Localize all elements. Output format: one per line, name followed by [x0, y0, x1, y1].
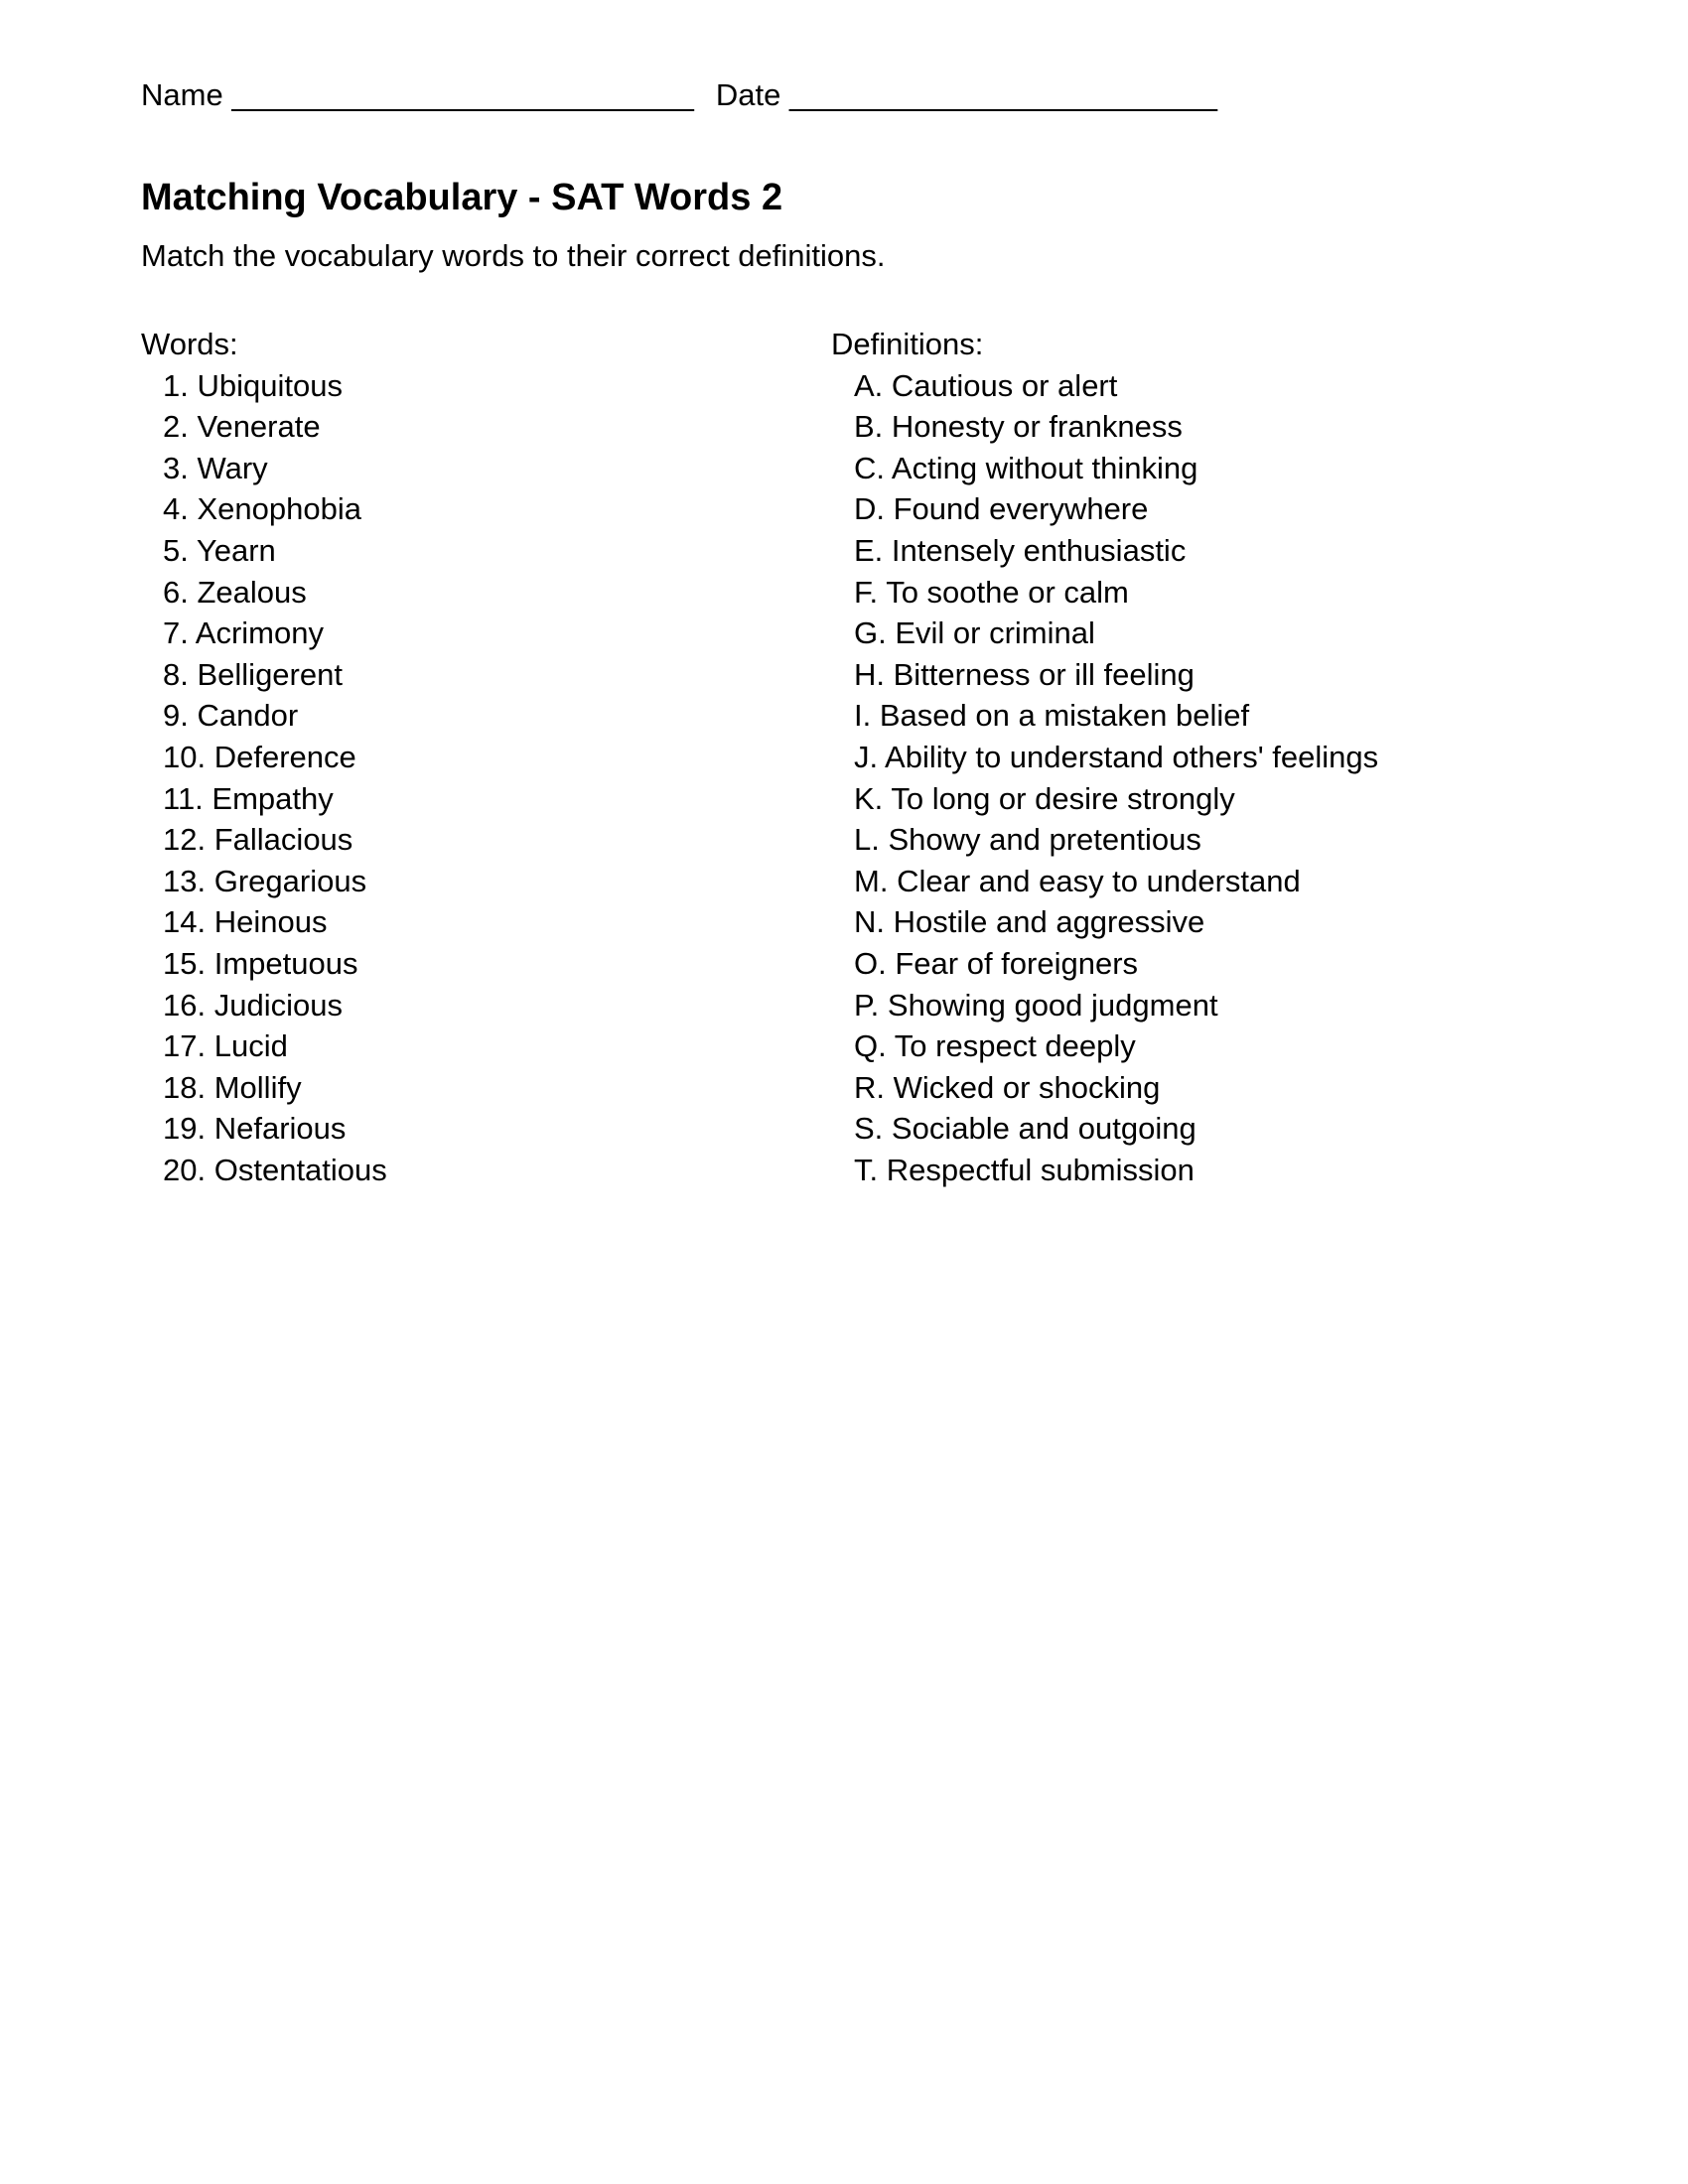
definition-letter: B. — [854, 409, 884, 445]
definition-letter: A. — [854, 367, 884, 403]
definition-text: Respectful submission — [886, 1152, 1195, 1187]
word-number: 6. — [163, 574, 189, 610]
word-text: Impetuous — [213, 945, 358, 981]
definition-item — [854, 1150, 1378, 1191]
date-label: Date — [715, 77, 781, 112]
word-number: 17. — [163, 1028, 207, 1064]
word-item — [163, 1067, 387, 1109]
definition-item — [854, 488, 1378, 530]
word-item — [163, 819, 387, 861]
word-number: 18. — [163, 1069, 207, 1105]
word-item — [163, 695, 387, 737]
definition-item — [854, 530, 1378, 572]
definition-letter: F. — [854, 574, 879, 610]
definition-text: Clear and easy to understand — [897, 863, 1301, 898]
definition-letter: M. — [854, 863, 889, 898]
word-number: 3. — [163, 450, 189, 485]
name-blank: ___________________________ — [231, 77, 694, 112]
word-text: Empathy — [211, 780, 334, 816]
definition-item — [854, 901, 1378, 943]
word-text: Mollify — [213, 1069, 302, 1105]
definition-letter: C. — [854, 450, 885, 485]
name-label: Name — [141, 77, 223, 112]
word-item — [163, 1150, 387, 1191]
definition-letter: I. — [854, 698, 872, 734]
definition-letter: G. — [854, 615, 887, 651]
definition-item — [854, 985, 1378, 1026]
name-field — [141, 77, 694, 112]
definition-item — [854, 778, 1378, 820]
words-column — [141, 324, 387, 1190]
word-item — [163, 613, 387, 654]
definition-text: Honesty or frankness — [891, 409, 1183, 445]
name-date-row — [141, 76, 1217, 114]
definition-text: Showing good judgment — [887, 987, 1218, 1023]
definition-letter: T. — [854, 1152, 879, 1187]
word-number: 12. — [163, 822, 207, 858]
definition-text: Bitterness or ill feeling — [893, 656, 1195, 692]
definition-item — [854, 654, 1378, 696]
word-text: Nefarious — [213, 1111, 347, 1147]
word-text: Gregarious — [213, 863, 367, 898]
definition-text: To soothe or calm — [886, 574, 1129, 610]
word-number: 5. — [163, 532, 189, 568]
word-item — [163, 448, 387, 489]
definition-text: Sociable and outgoing — [891, 1111, 1196, 1147]
word-text: Candor — [197, 698, 299, 734]
word-item — [163, 1108, 387, 1150]
definition-text: Wicked or shocking — [893, 1069, 1161, 1105]
definition-item — [854, 1025, 1378, 1067]
instructions-text: Match the vocabulary words to their correct definitions. — [141, 238, 886, 273]
definition-text: Fear of foreigners — [895, 945, 1139, 981]
words-list — [141, 365, 387, 1191]
definition-item — [854, 1108, 1378, 1150]
word-item — [163, 943, 387, 985]
definition-letter: P. — [854, 987, 880, 1023]
word-number: 19. — [163, 1111, 207, 1147]
word-item — [163, 861, 387, 902]
definition-text: Based on a mistaken belief — [879, 698, 1250, 734]
date-blank: _________________________ — [788, 77, 1217, 112]
word-item — [163, 737, 387, 778]
word-text: Yearn — [196, 532, 276, 568]
definition-text: Found everywhere — [893, 491, 1149, 527]
word-text: Lucid — [213, 1028, 288, 1064]
word-item — [163, 530, 387, 572]
date-field — [716, 77, 1217, 112]
definition-item — [854, 1067, 1378, 1109]
word-number: 14. — [163, 904, 207, 940]
definition-letter: S. — [854, 1111, 884, 1147]
word-item — [163, 406, 387, 448]
words-heading: Words: — [141, 327, 238, 361]
page-title: Matching Vocabulary - SAT Words 2 — [141, 177, 783, 219]
definition-text: Cautious or alert — [891, 367, 1118, 403]
word-number: 10. — [163, 739, 207, 774]
definition-text: To respect deeply — [894, 1028, 1136, 1064]
definition-text: To long or desire strongly — [891, 780, 1235, 816]
word-item — [163, 778, 387, 820]
word-item — [163, 488, 387, 530]
word-item — [163, 654, 387, 696]
definition-text: Evil or criminal — [895, 615, 1095, 651]
word-text: Judicious — [213, 987, 343, 1023]
word-number: 13. — [163, 863, 207, 898]
word-text: Fallacious — [213, 822, 353, 858]
definition-item — [854, 613, 1378, 654]
word-item — [163, 365, 387, 407]
word-item — [163, 985, 387, 1026]
definition-item — [854, 819, 1378, 861]
word-item — [163, 1025, 387, 1067]
word-number: 15. — [163, 945, 207, 981]
definition-letter: R. — [854, 1069, 885, 1105]
definitions-heading: Definitions: — [831, 327, 984, 361]
definition-letter: L. — [854, 822, 880, 858]
word-number: 20. — [163, 1152, 207, 1187]
word-text: Acrimony — [195, 615, 324, 651]
word-text: Wary — [197, 450, 268, 485]
definition-item — [854, 861, 1378, 902]
word-text: Xenophobia — [197, 491, 361, 527]
definitions-list — [831, 365, 1378, 1191]
definition-text: Ability to understand others' feelings — [885, 739, 1379, 774]
word-item — [163, 572, 387, 614]
definition-text: Acting without thinking — [891, 450, 1198, 485]
word-text: Zealous — [197, 574, 307, 610]
definitions-column — [831, 324, 1378, 1190]
word-text: Venerate — [197, 409, 321, 445]
definition-text: Showy and pretentious — [888, 822, 1201, 858]
definition-letter: J. — [854, 739, 879, 774]
definition-letter: H. — [854, 656, 885, 692]
definition-letter: O. — [854, 945, 887, 981]
word-number: 1. — [163, 367, 189, 403]
definition-item — [854, 572, 1378, 614]
definition-letter: N. — [854, 904, 885, 940]
word-text: Ubiquitous — [197, 367, 343, 403]
definition-item — [854, 365, 1378, 407]
word-number: 2. — [163, 409, 189, 445]
word-number: 9. — [163, 698, 189, 734]
word-text: Deference — [213, 739, 356, 774]
definition-item — [854, 943, 1378, 985]
definition-letter: E. — [854, 532, 884, 568]
word-number: 8. — [163, 656, 189, 692]
word-text: Ostentatious — [213, 1152, 387, 1187]
definition-item — [854, 695, 1378, 737]
word-item — [163, 901, 387, 943]
definition-letter: Q. — [854, 1028, 887, 1064]
definition-item — [854, 406, 1378, 448]
definition-letter: D. — [854, 491, 885, 527]
word-number: 4. — [163, 491, 189, 527]
definition-text: Intensely enthusiastic — [891, 532, 1187, 568]
word-number: 11. — [163, 780, 204, 816]
definition-letter: K. — [854, 780, 884, 816]
word-number: 7. — [163, 615, 189, 651]
definition-text: Hostile and aggressive — [893, 904, 1205, 940]
word-text: Heinous — [213, 904, 328, 940]
word-number: 16. — [163, 987, 207, 1023]
definition-item — [854, 448, 1378, 489]
definition-item — [854, 737, 1378, 778]
word-text: Belligerent — [197, 656, 343, 692]
